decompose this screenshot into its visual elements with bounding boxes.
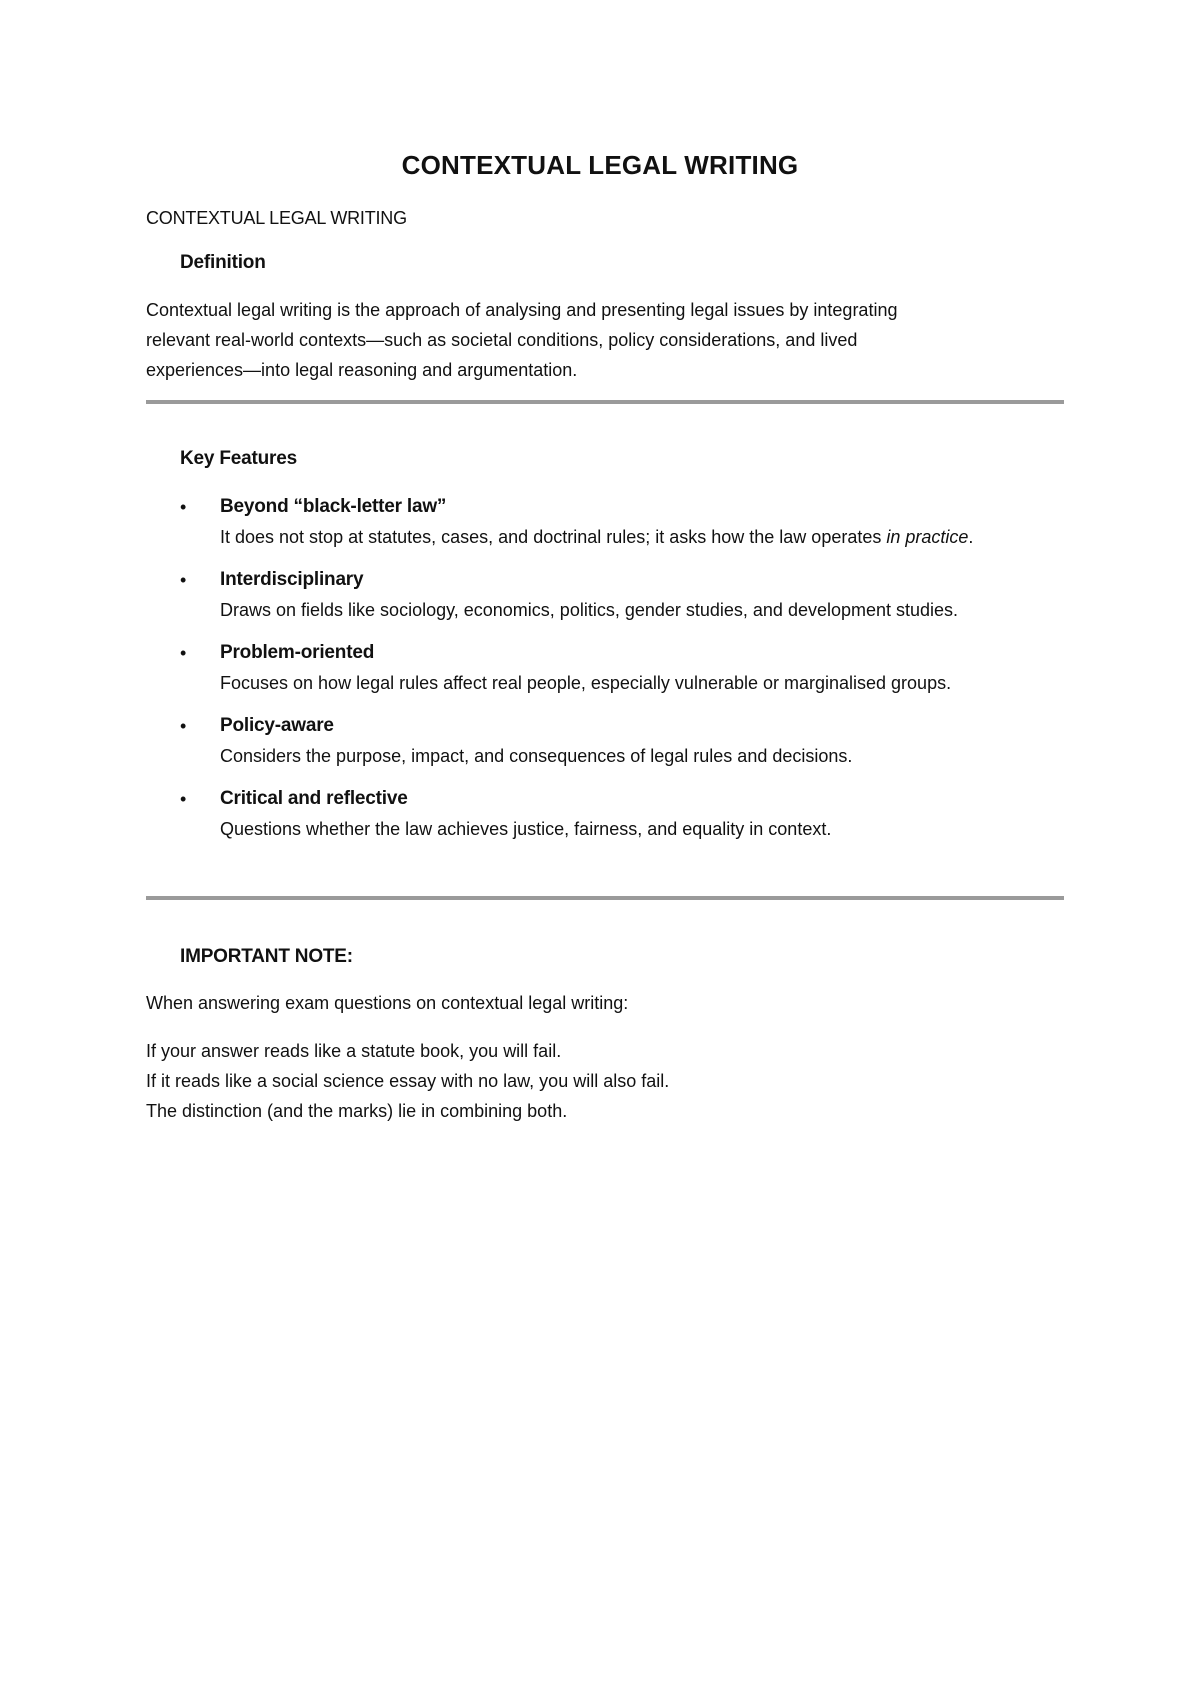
- definition-line: experiences—into legal reasoning and argumentation.: [146, 360, 578, 380]
- feature-description-emphasis: in practice: [886, 527, 969, 547]
- bullet-icon: •: [180, 716, 187, 736]
- feature-title: Interdisciplinary: [220, 569, 364, 590]
- feature-title: Critical and reflective: [220, 788, 408, 809]
- definition-heading: Definition: [180, 252, 266, 273]
- important-note-lines: [146, 1036, 1046, 1126]
- feature-title: Policy-aware: [220, 715, 334, 736]
- definition-line: Contextual legal writing is the approach of analysing and presenting legal issues by integrating: [146, 300, 898, 320]
- key-features-list: [180, 492, 1080, 857]
- document-title: CONTEXTUAL LEGAL WRITING: [401, 150, 799, 180]
- bullet-icon: •: [180, 643, 187, 663]
- feature-title: Beyond “black-letter law”: [220, 496, 447, 517]
- feature-description: Draws on fields like sociology, economics, politics, gender studies, and development studies.: [220, 600, 959, 620]
- feature-description-text: It does not stop at statutes, cases, and doctrinal rules; it asks how the law operates: [220, 527, 887, 547]
- feature-description-end: .: [968, 527, 974, 547]
- definition-paragraph: [146, 295, 1066, 385]
- document-subtitle: CONTEXTUAL LEGAL WRITING: [146, 208, 407, 228]
- bullet-icon: •: [180, 789, 187, 809]
- list-item: [180, 638, 1080, 698]
- list-item: [180, 492, 1080, 552]
- definition-line: relevant real-world contexts—such as societal conditions, policy considerations, and lived: [146, 330, 858, 350]
- note-line: If it reads like a social science essay with no law, you will also fail.: [146, 1071, 670, 1091]
- note-line: The distinction (and the marks) lie in combining both.: [146, 1101, 568, 1121]
- feature-description: [220, 522, 1080, 552]
- important-note-heading: IMPORTANT NOTE:: [180, 946, 353, 967]
- note-line: If your answer reads like a statute book, you will fail.: [146, 1041, 562, 1061]
- feature-title: Problem-oriented: [220, 642, 375, 663]
- bullet-icon: •: [180, 497, 187, 517]
- section-divider: [146, 400, 1064, 404]
- list-item: [180, 565, 1080, 625]
- feature-description: Considers the purpose, impact, and consequences of legal rules and decisions.: [220, 746, 853, 766]
- list-item: [180, 711, 1080, 771]
- feature-description: Focuses on how legal rules affect real people, especially vulnerable or marginalised groups.: [220, 673, 952, 693]
- key-features-heading: Key Features: [180, 448, 297, 469]
- feature-description: Questions whether the law achieves justice, fairness, and equality in context.: [220, 819, 832, 839]
- bullet-icon: •: [180, 570, 187, 590]
- important-note-intro: When answering exam questions on contextual legal writing:: [146, 993, 629, 1013]
- list-item: [180, 784, 1080, 844]
- section-divider: [146, 896, 1064, 900]
